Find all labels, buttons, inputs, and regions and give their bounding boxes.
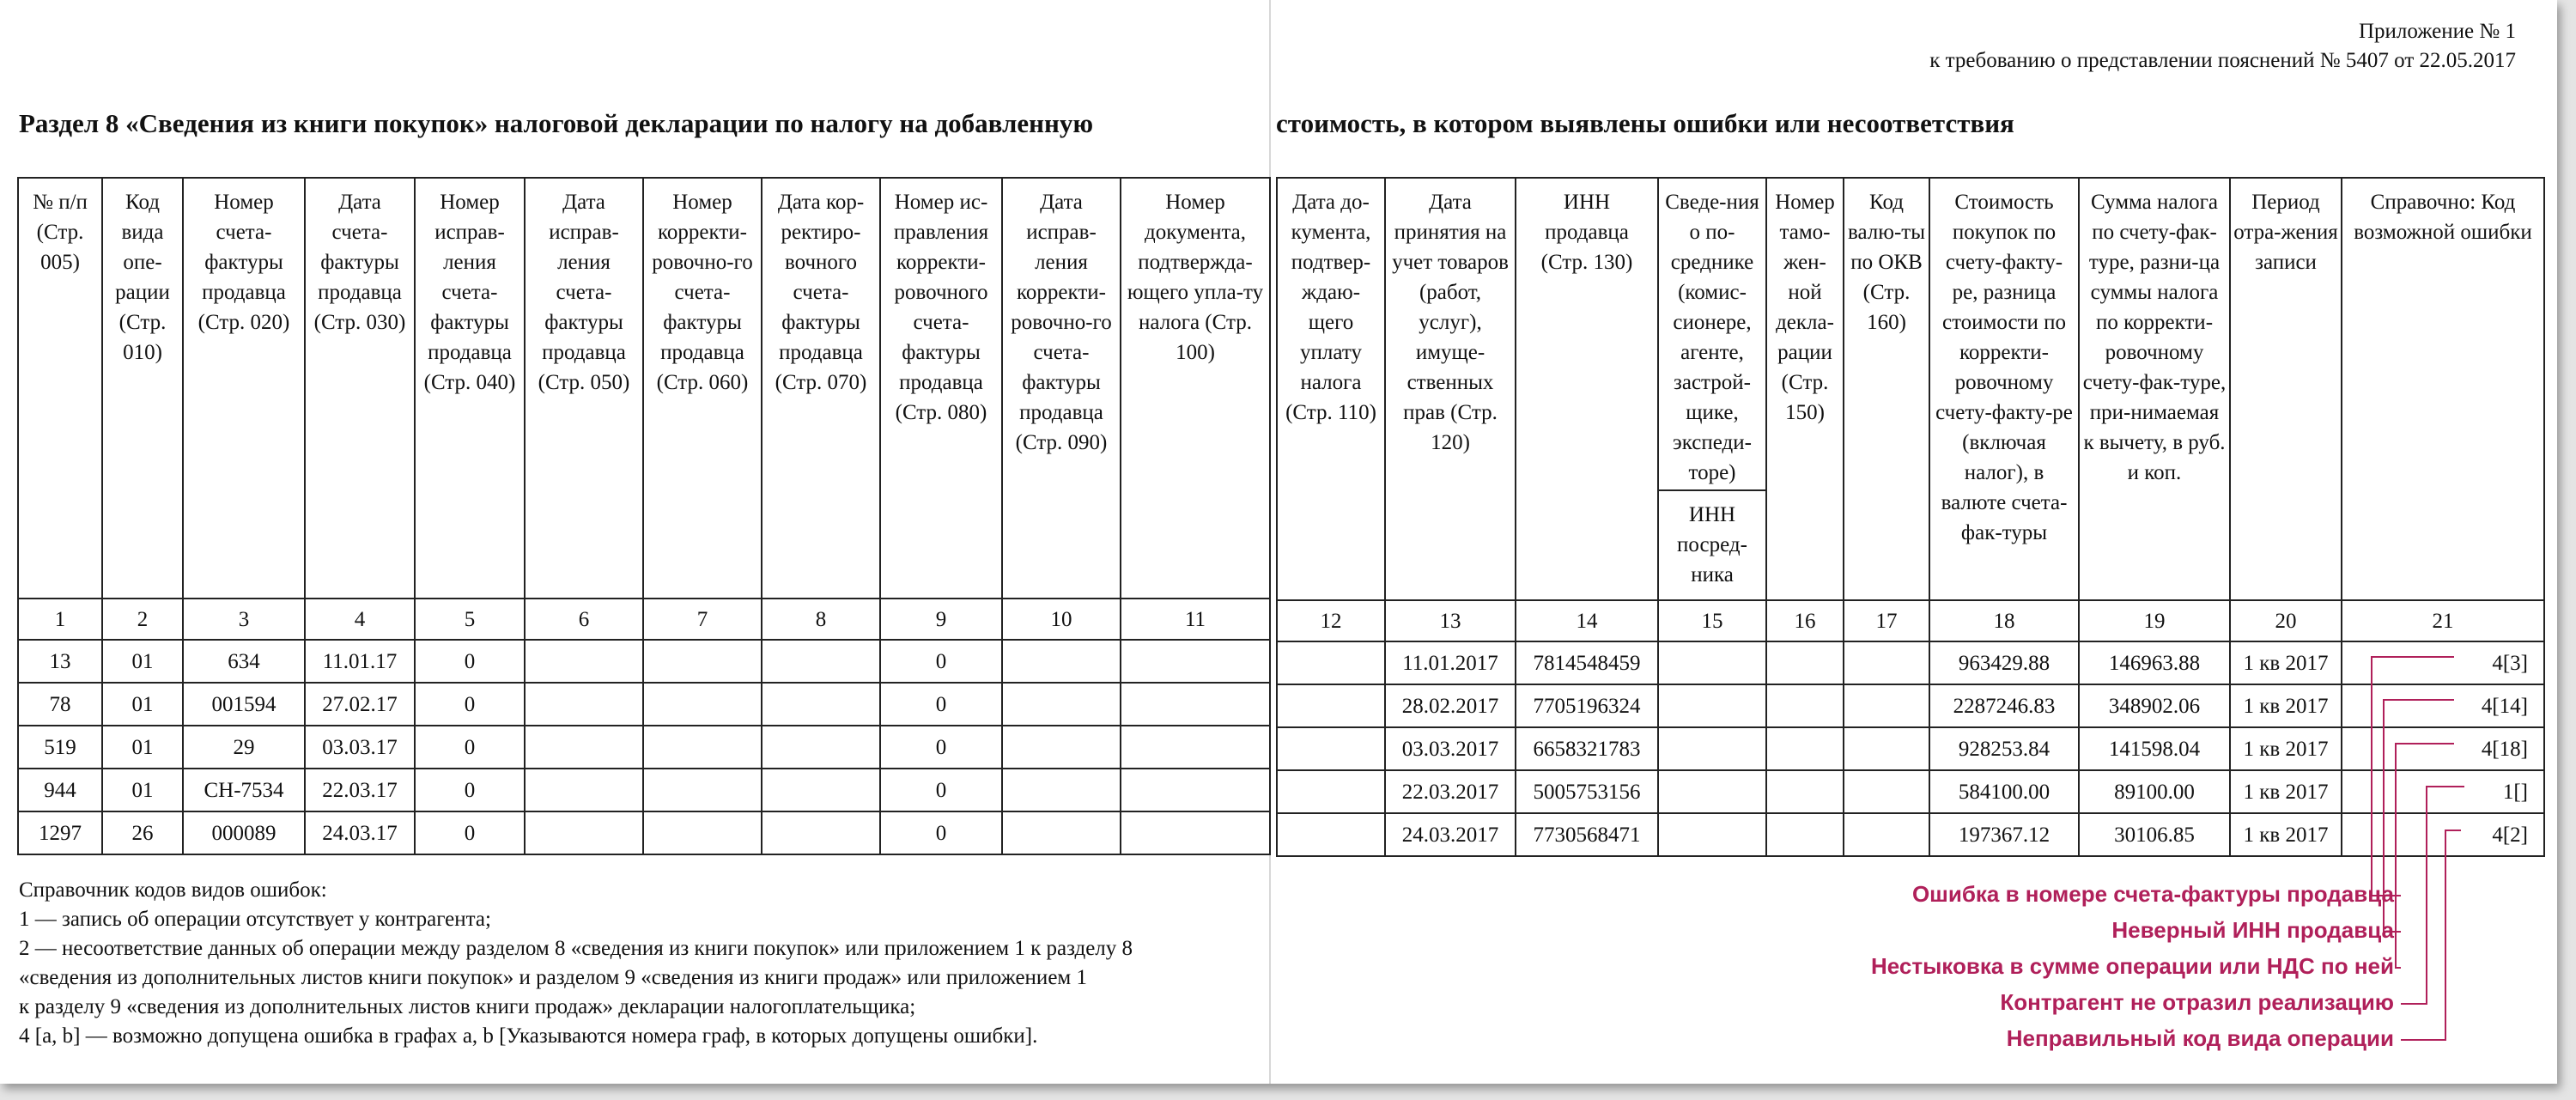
cell-nalog: 30106.85 — [2079, 813, 2230, 856]
cell-data-ucheta: 28.02.2017 — [1385, 684, 1516, 727]
annotation-label: Неверный ИНН продавца — [2111, 917, 2394, 943]
header-cell: Дата исправ-ления счета-фактуры продавца (Стр. 050) — [525, 178, 643, 599]
cell-ispr: 0 — [415, 683, 525, 726]
cell-inn: 6658321783 — [1516, 727, 1658, 770]
cell-nalog: 89100.00 — [2079, 770, 2230, 813]
cell-nomer: 001594 — [183, 683, 305, 726]
header-cell: Номер корректи-ровочно-го счета-фактуры продавца (Стр. 060) — [643, 178, 762, 599]
header-cell: Код валю-ты по ОКВ (Стр. 160) — [1844, 178, 1929, 600]
cell-stoimost: 584100.00 — [1929, 770, 2079, 813]
column-number: 19 — [2079, 600, 2230, 641]
cell-data-ucheta: 22.03.2017 — [1385, 770, 1516, 813]
cell-stoimost: 928253.84 — [1929, 727, 2079, 770]
leader-line — [2401, 787, 2464, 1004]
column-number: 17 — [1844, 600, 1929, 641]
appendix-line-1: Приложение № 1 — [2358, 20, 2516, 43]
header-cell: Код вида опе-рации (Стр. 010) — [102, 178, 183, 599]
cell-kod: 01 — [102, 769, 183, 811]
legend-line: «сведения из дополнительных листов книги покупок» и разделом 9 «сведения из книги продаж» или приложением 1 — [19, 966, 1087, 989]
cell-ispr-korr: 0 — [880, 811, 1002, 854]
cell-period: 1 кв 2017 — [2230, 641, 2342, 684]
column-number: 8 — [762, 599, 880, 640]
cell-ispr-korr: 0 — [880, 726, 1002, 769]
cell-n: 78 — [18, 683, 102, 726]
cell-inn: 7705196324 — [1516, 684, 1658, 727]
header-cell: Номер документа, подтвержда-ющего упла-ту налога (Стр. 100) — [1121, 178, 1270, 599]
column-number: 1 — [18, 599, 102, 640]
cell-ispr-korr: 0 — [880, 640, 1002, 683]
column-number: 20 — [2230, 600, 2342, 641]
header-cell: Дата исправ-ления корректи-ровочно-го счета-фактуры продавца (Стр. 090) — [1002, 178, 1121, 599]
header-cell: ИНН посред-ника — [1658, 490, 1766, 600]
cell-data: 03.03.17 — [305, 726, 415, 769]
cell-n: 1297 — [18, 811, 102, 854]
column-number: 5 — [415, 599, 525, 640]
cell-nalog: 141598.04 — [2079, 727, 2230, 770]
header-cell: Номер счета-фактуры продавца (Стр. 020) — [183, 178, 305, 599]
header-cell: Стоимость покупок по счету-факту-ре, разница стоимости по корректи-ровочному счету-факту-ре (включая налог), в валюте счета-фак-туры — [1929, 178, 2079, 600]
cell-data: 11.01.17 — [305, 640, 415, 683]
header-cell: Номер ис-правления корректи-ровочного счета-фактуры продавца (Стр. 080) — [880, 178, 1002, 599]
cell-nomer: 000089 — [183, 811, 305, 854]
column-number: 21 — [2342, 600, 2544, 641]
cell-data: 24.03.17 — [305, 811, 415, 854]
cell-kod: 01 — [102, 640, 183, 683]
header-cell: Сумма налога по счету-фак-туре, разни-ца суммы налога по корректи-ровочному счету-фак-туре, при-нимаемая к вычету, в руб. и коп. — [2079, 178, 2230, 600]
cell-period: 1 кв 2017 — [2230, 727, 2342, 770]
header-cell: Номер тамо-жен-ной декла-рации (Стр. 150) — [1766, 178, 1844, 600]
leader-line — [2401, 830, 2461, 1040]
cell-stoimost: 197367.12 — [1929, 813, 2079, 856]
leader-line — [2384, 700, 2454, 932]
header-cell: Дата кор-ректиро-вочного счета-фактуры продавца (Стр. 070) — [762, 178, 880, 599]
cell-ispr: 0 — [415, 640, 525, 683]
column-number: 12 — [1277, 600, 1385, 641]
annotation-label: Неправильный код вида операции — [2006, 1025, 2394, 1051]
header-cell: Период отра-жения записи — [2230, 178, 2342, 600]
cell-n: 13 — [18, 640, 102, 683]
cell-ispr: 0 — [415, 726, 525, 769]
cell-ispr-korr: 0 — [880, 683, 1002, 726]
cell-nomer: 29 — [183, 726, 305, 769]
cell-nalog: 146963.88 — [2079, 641, 2230, 684]
cell-kod: 01 — [102, 726, 183, 769]
cell-data-ucheta: 11.01.2017 — [1385, 641, 1516, 684]
legend-line: 4 [a, b] — возможно допущена ошибка в графах a, b [Указываются номера граф, в которых допущены ошибки]. — [19, 1024, 1038, 1048]
cell-data: 22.03.17 — [305, 769, 415, 811]
cell-nomer: СН-7534 — [183, 769, 305, 811]
cell-ispr-korr: 0 — [880, 769, 1002, 811]
column-number: 6 — [525, 599, 643, 640]
column-number: 7 — [643, 599, 762, 640]
header-cell: Дата принятия на учет товаров (работ, услуг), имуще-ственных прав (Стр. 120) — [1385, 178, 1516, 600]
column-number: 16 — [1766, 600, 1844, 641]
appendix-line-2: к требованию о представлении пояснений № 5407 от 22.05.2017 — [1929, 49, 2516, 72]
cell-oshibka: 1[] — [2342, 770, 2544, 813]
column-number: 4 — [305, 599, 415, 640]
column-number: 9 — [880, 599, 1002, 640]
cell-period: 1 кв 2017 — [2230, 684, 2342, 727]
column-number: 13 — [1385, 600, 1516, 641]
header-cell: Дата до-кумента, подтвер-ждаю-щего уплату налога (Стр. 110) — [1277, 178, 1385, 600]
legend-title: Справочник кодов видов ошибок: — [19, 878, 327, 902]
annotation-label: Контрагент не отразил реализацию — [2000, 989, 2394, 1015]
cell-oshibka: 4[2] — [2342, 813, 2544, 856]
header-cell: № п/п (Стр. 005) — [18, 178, 102, 599]
column-number: 3 — [183, 599, 305, 640]
cell-inn: 5005753156 — [1516, 770, 1658, 813]
cell-nomer: 634 — [183, 640, 305, 683]
cell-period: 1 кв 2017 — [2230, 813, 2342, 856]
cell-stoimost: 2287246.83 — [1929, 684, 2079, 727]
cell-n: 519 — [18, 726, 102, 769]
cell-oshibka: 4[18] — [2342, 727, 2544, 770]
cell-data-ucheta: 24.03.2017 — [1385, 813, 1516, 856]
column-number: 10 — [1002, 599, 1121, 640]
legend-line: 1 — запись об операции отсутствует у контрагента; — [19, 908, 491, 931]
cell-data: 27.02.17 — [305, 683, 415, 726]
cell-n: 944 — [18, 769, 102, 811]
annotation-label: Ошибка в номере счета-фактуры продавца — [1911, 881, 2394, 907]
header-cell: Номер исправ-ления счета-фактуры продавца (Стр. 040) — [415, 178, 525, 599]
annotation-label: Нестыковка в сумме операции или НДС по ней — [1871, 953, 2394, 979]
column-number: 14 — [1516, 600, 1658, 641]
cell-oshibka: 4[14] — [2342, 684, 2544, 727]
cell-period: 1 кв 2017 — [2230, 770, 2342, 813]
header-cell: Дата счета-фактуры продавца (Стр. 030) — [305, 178, 415, 599]
cell-stoimost: 963429.88 — [1929, 641, 2079, 684]
cell-oshibka: 4[3] — [2342, 641, 2544, 684]
column-number: 2 — [102, 599, 183, 640]
legend-line: 2 — несоответствие данных об операции между разделом 8 «сведения из книги покупок» или приложением 1 к разделу 8 — [19, 937, 1133, 960]
section-title-left: Раздел 8 «Сведения из книги покупок» налоговой декларации по налогу на добавленную — [19, 108, 1094, 138]
header-cell: ИНН продавца (Стр. 130) — [1516, 178, 1658, 600]
cell-inn: 7814548459 — [1516, 641, 1658, 684]
header-cell: Сведе-ния о по-среднике (комис-сионере, агенте, застрой-щике, экспеди-торе) — [1658, 178, 1766, 490]
header-cell: Справочно: Код возможной ошибки — [2342, 178, 2544, 600]
cell-kod: 01 — [102, 683, 183, 726]
legend-line: к разделу 9 «сведения из дополнительных листов книги продаж» декларации налогоплательщика; — [19, 995, 916, 1018]
cell-nalog: 348902.06 — [2079, 684, 2230, 727]
cell-ispr: 0 — [415, 811, 525, 854]
cell-data-ucheta: 03.03.2017 — [1385, 727, 1516, 770]
column-number: 18 — [1929, 600, 2079, 641]
column-number: 11 — [1121, 599, 1270, 640]
cell-kod: 26 — [102, 811, 183, 854]
section-title-right: стоимость, в котором выявлены ошибки или несоответствия — [1276, 108, 2014, 138]
cell-ispr: 0 — [415, 769, 525, 811]
column-number: 15 — [1658, 600, 1766, 641]
cell-inn: 7730568471 — [1516, 813, 1658, 856]
